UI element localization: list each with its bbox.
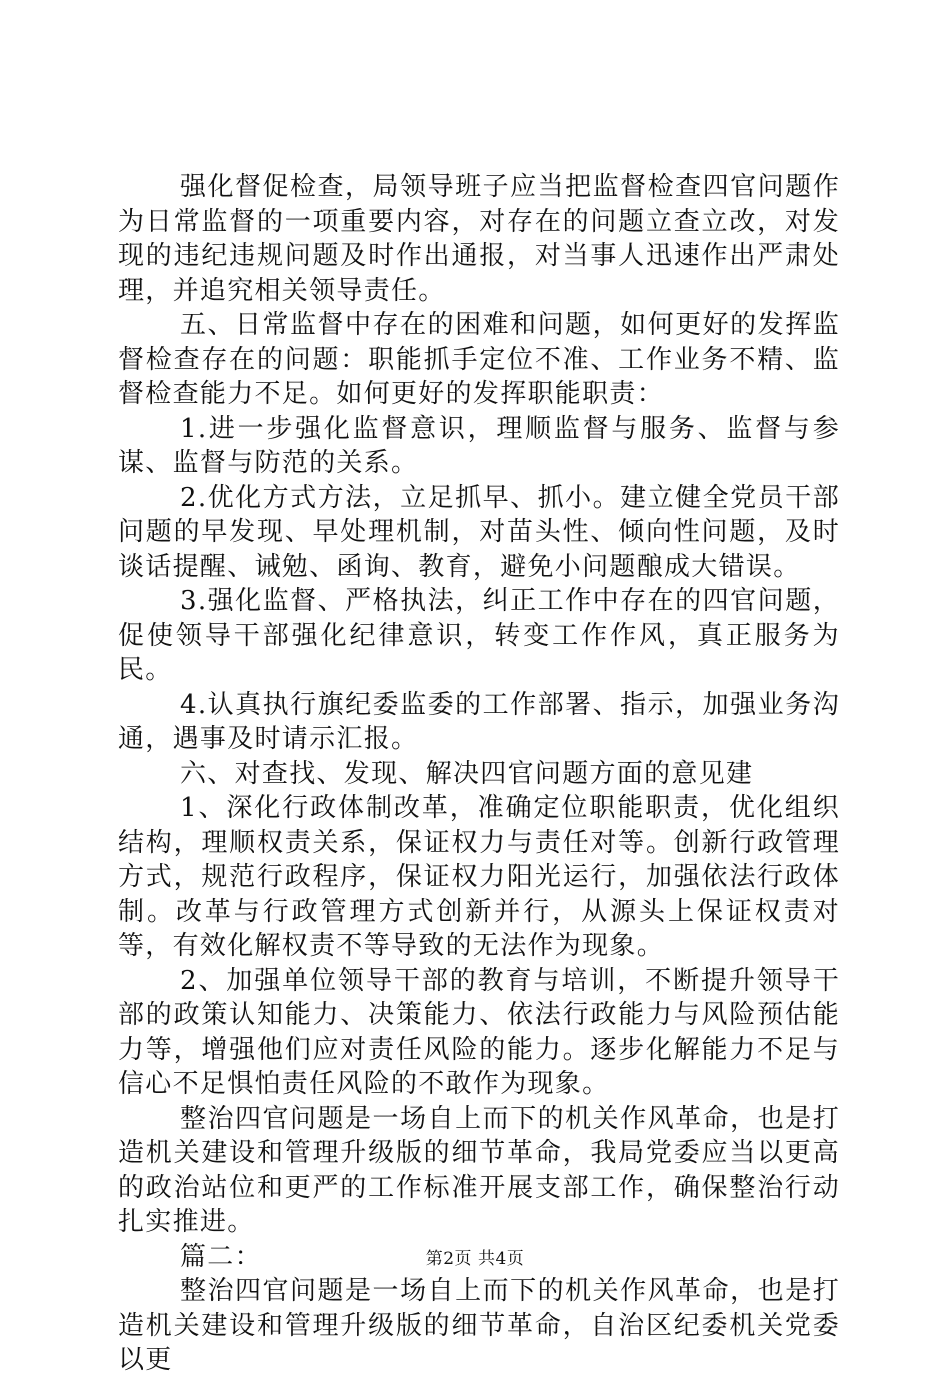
paragraph-suggestion-2: 2、加强单位领导干部的教育与培训，不断提升领导干部的政策认知能力、决策能力、依法行政能力与风险预估能力等，增强他们应对责任风险的能力。逐步化解能力不足与信心不足惧怕责任风险的不敢作为现象。	[118, 965, 840, 1099]
paragraph-item-2: 2.优化方式方法，立足抓早、抓小。建立健全党员干部问题的早发现、早处理机制，对苗头性、倾向性问题，及时谈话提醒、诫勉、函询、教育，避免小问题酿成大错误。	[118, 482, 840, 582]
paragraph-item-4: 4.认真执行旗纪委监委的工作部署、指示，加强业务沟通，遇事及时请示汇报。	[118, 689, 840, 754]
paragraph-supervision-check: 强化督促检查，局领导班子应当把监督检查四官问题作为日常监督的一项重要内容，对存在的问题立查立改，对发现的违纪违规问题及时作出通报，对当事人迅速作出严肃处理，并追究相关领导责任。	[118, 172, 840, 306]
paragraph-part-two-heading: 篇二：	[180, 1241, 262, 1272]
document-body	[118, 170, 840, 1378]
paragraph-section-five: 五、日常监督中存在的困难和问题，如何更好的发挥监督检查存在的问题：职能抓手定位不准、工作业务不精、监督检查能力不足。如何更好的发挥职能职责：	[118, 310, 840, 409]
paragraph-suggestion-1: 1、深化行政体制改革，准确定位职能职责，优化组织结构，理顺权责关系，保证权力与责任对等。创新行政管理方式，规范行政程序，保证权力阳光运行，加强依法行政体制。改革与行政管理方式创新并行，从源头上保证权责对等，有效化解权责不等导致的无法作为现象。	[118, 793, 840, 961]
page-number-footer: 第2页 共4页	[425, 1249, 525, 1269]
paragraph-item-1: 1.进一步强化监督意识，理顺监督与服务、监督与参谋、监督与防范的关系。	[118, 413, 840, 478]
paragraph-section-six: 六、对查找、发现、解决四官问题方面的意见建	[180, 758, 754, 789]
paragraph-part-two-body: 整治四官问题是一场自上而下的机关作风革命，也是打造机关建设和管理升级版的细节革命，自治区纪委机关党委以更	[118, 1276, 840, 1375]
paragraph-conclusion: 整治四官问题是一场自上而下的机关作风革命，也是打造机关建设和管理升级版的细节革命，我局党委应当以更高的政治站位和更严的工作标准开展支部工作，确保整治行动扎实推进。	[118, 1103, 840, 1237]
paragraph-item-3: 3.强化监督、严格执法，纠正工作中存在的四官问题，促使领导干部强化纪律意识，转变工作作风，真正服务为民。	[118, 586, 840, 685]
